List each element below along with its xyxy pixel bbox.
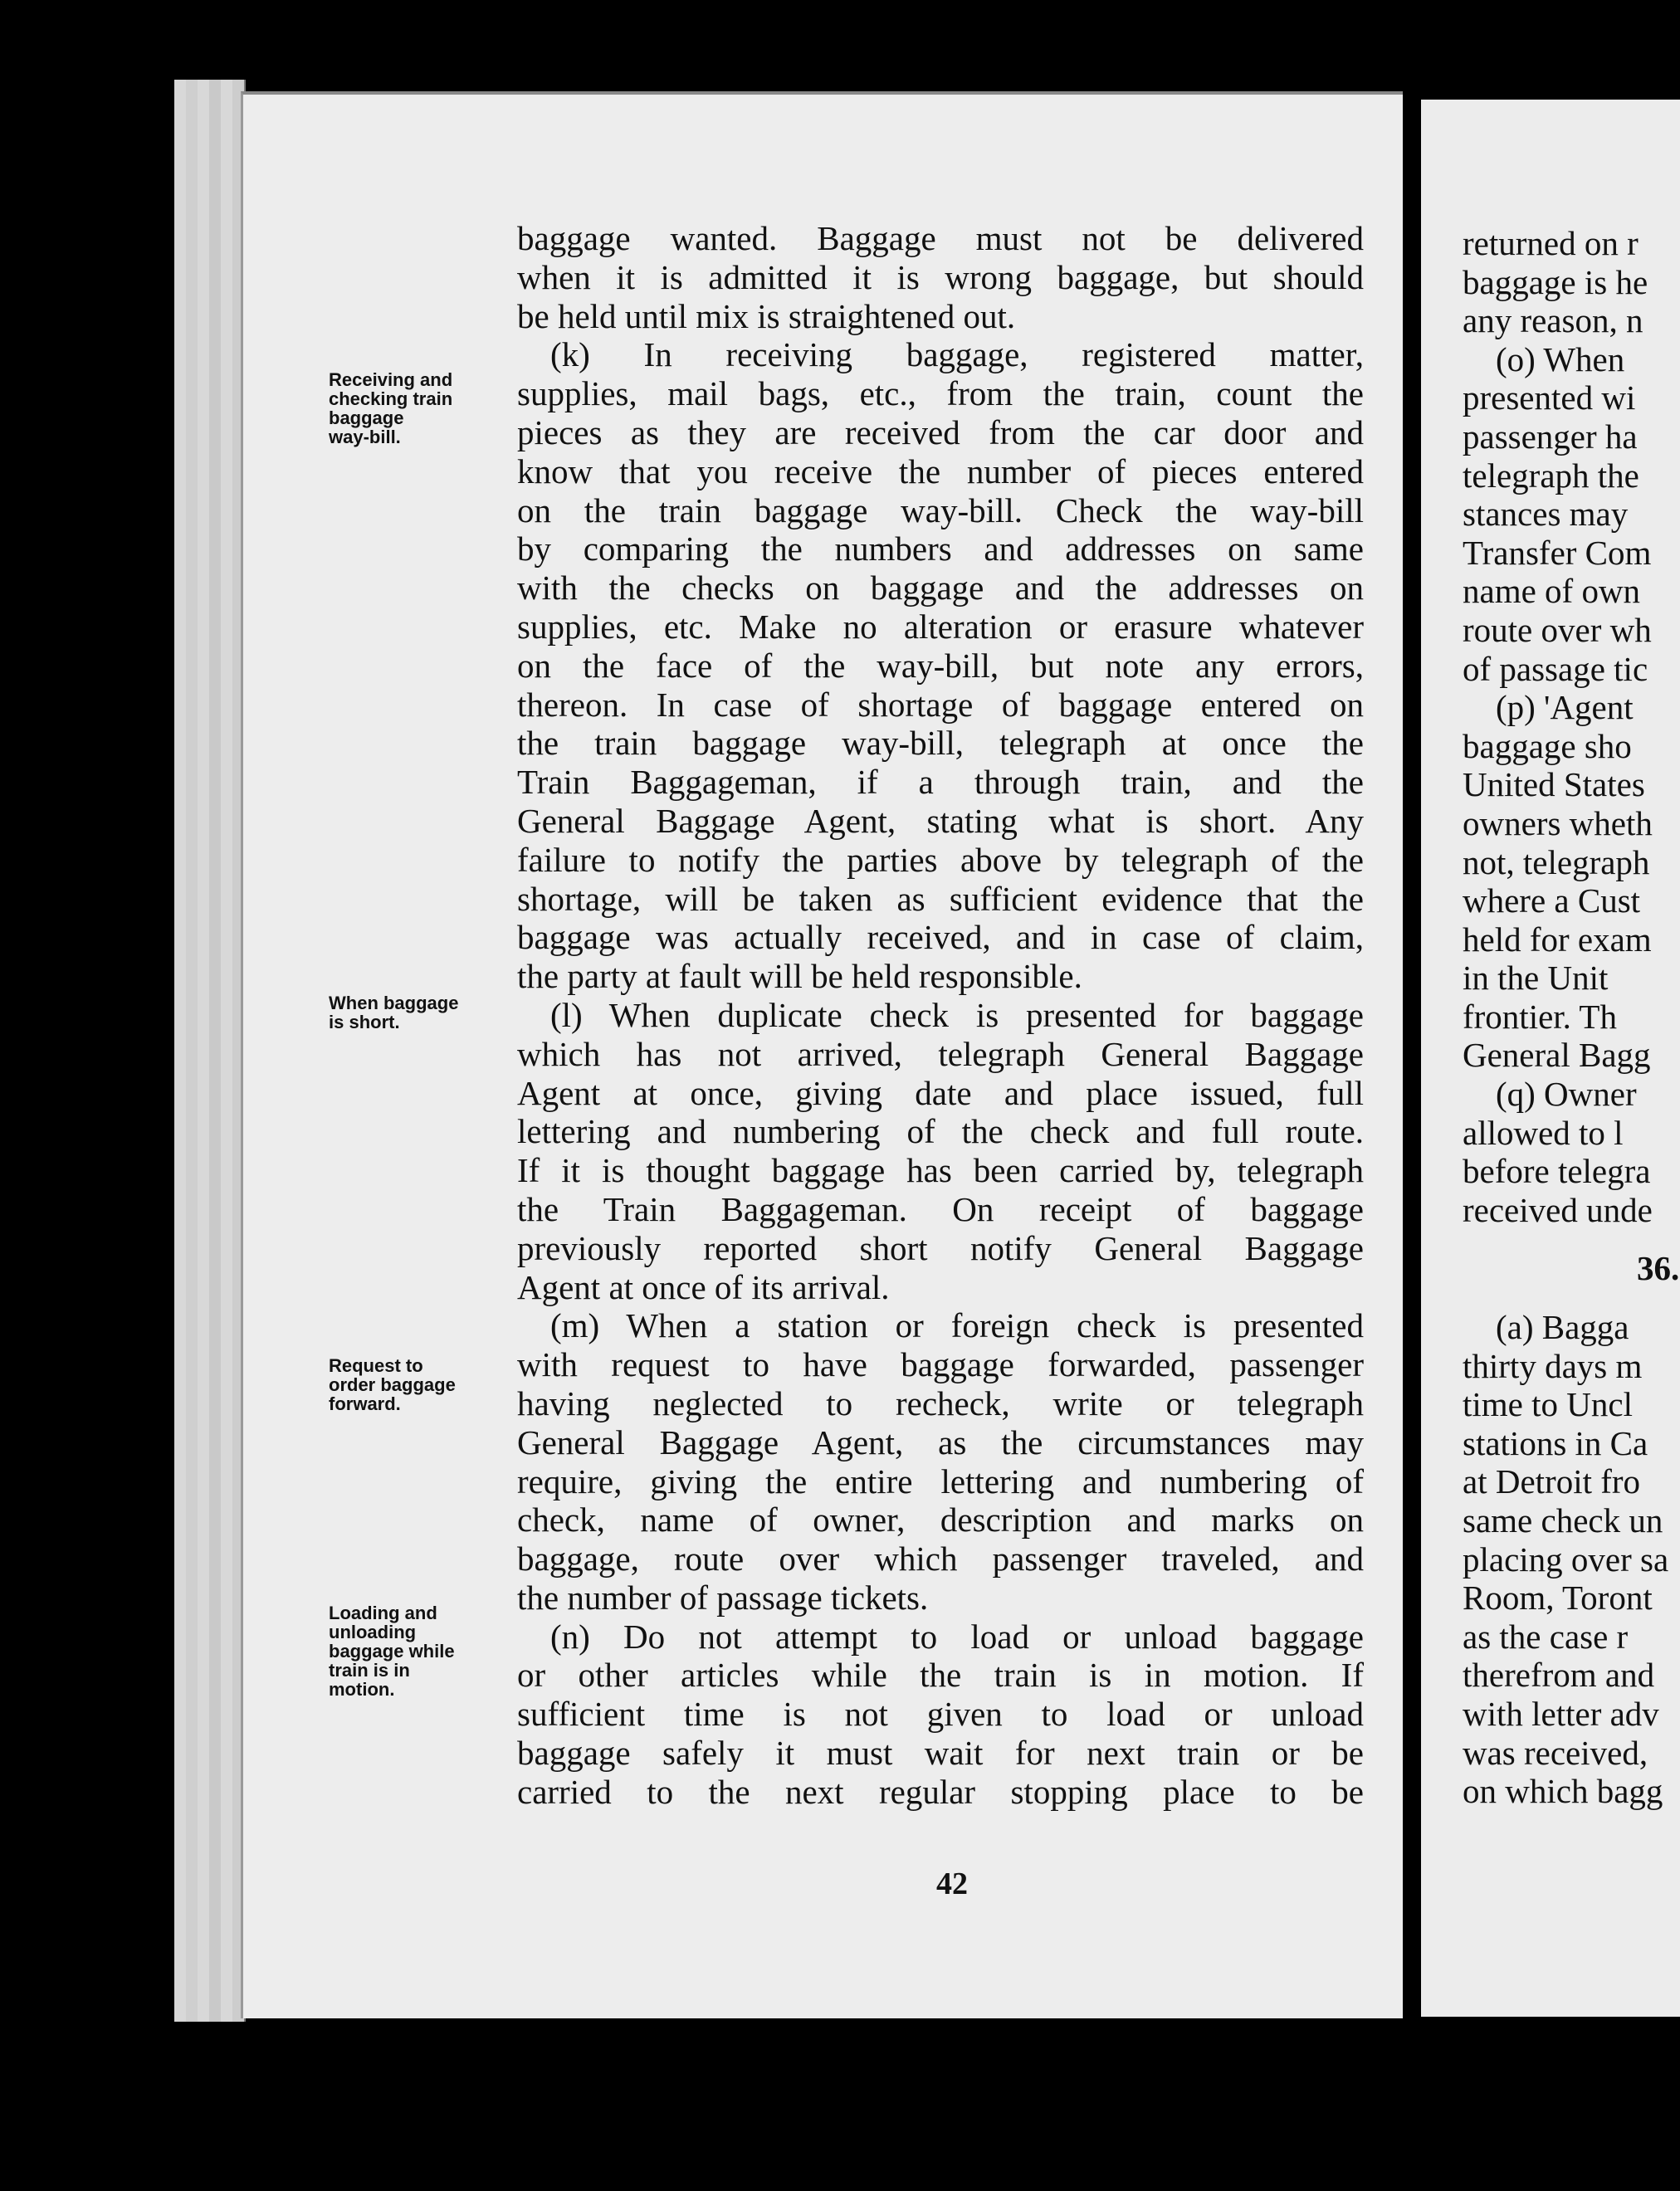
text-line: with request to have baggage forwarded, passenger bbox=[517, 1345, 1364, 1384]
body-text bbox=[517, 219, 1364, 1812]
margin-note-line: unloading bbox=[329, 1622, 417, 1642]
left-page bbox=[241, 91, 1405, 2018]
text-line: by comparing the numbers and addresses on same bbox=[517, 529, 1364, 568]
text-line: on the face of the way-bill, but note any errors, bbox=[517, 646, 1364, 685]
text-line: route over wh bbox=[1463, 610, 1652, 649]
margin-note-line: train is in bbox=[329, 1660, 410, 1681]
text-line: was received, bbox=[1463, 1733, 1648, 1772]
text-line: of passage tic bbox=[1463, 649, 1648, 688]
text-line: (a) Bagga bbox=[1496, 1308, 1629, 1347]
text-line: on the train baggage way-bill. Check the way-bill bbox=[517, 490, 1364, 529]
text-line: before telegra bbox=[1463, 1152, 1651, 1191]
text-line: owners wheth bbox=[1463, 803, 1653, 842]
text-line: allowed to l bbox=[1463, 1113, 1624, 1152]
text-line: supplies, mail bags, etc., from the train, count the bbox=[517, 374, 1364, 413]
text-line: with letter adv bbox=[1463, 1694, 1659, 1733]
text-line: which has not arrived, telegraph General Baggage bbox=[517, 1034, 1364, 1073]
text-line: General Baggage Agent, as the circumstances may bbox=[517, 1422, 1364, 1461]
text-line: placing over sa bbox=[1463, 1540, 1669, 1579]
text-line: (l) When duplicate check is presented for baggage bbox=[550, 995, 1364, 1034]
text-line: baggage sho bbox=[1463, 726, 1632, 765]
margin-note-line: motion. bbox=[329, 1679, 395, 1700]
text-line: returned on r bbox=[1463, 224, 1638, 262]
text-line: require, giving the entire lettering and numbering of bbox=[517, 1461, 1364, 1501]
text-line: passenger ha bbox=[1463, 417, 1638, 456]
text-line: Transfer Com bbox=[1463, 533, 1652, 572]
text-line: telegraph the bbox=[1463, 456, 1639, 495]
text-line: name of own bbox=[1463, 572, 1641, 611]
margin-note-line: baggage while bbox=[329, 1641, 455, 1662]
text-line: or other articles while the train is in motion. If bbox=[517, 1656, 1364, 1695]
margin-note-line: baggage bbox=[329, 407, 404, 428]
text-line: in the Unit bbox=[1463, 959, 1609, 998]
book-gutter bbox=[1403, 83, 1421, 2025]
text-line: the Train Baggageman. On receipt of baggage bbox=[517, 1189, 1364, 1228]
text-line: the train baggage way-bill, telegraph at once the bbox=[517, 724, 1364, 763]
text-line: not, telegraph bbox=[1463, 842, 1650, 881]
text-line: when it is admitted it is wrong baggage, but should bbox=[517, 257, 1364, 296]
text-line: any reason, n bbox=[1463, 301, 1643, 340]
text-line: received unde bbox=[1463, 1190, 1653, 1229]
margin-note-receiving bbox=[329, 370, 495, 446]
text-line: Train Baggageman, if a through train, and the bbox=[517, 763, 1364, 802]
margin-note-line: Loading and bbox=[329, 1603, 437, 1623]
page-number: 42 bbox=[936, 1866, 968, 1901]
text-line: stations in Ca bbox=[1463, 1423, 1648, 1462]
text-line: Agent at once, giving date and place issued, full bbox=[517, 1073, 1364, 1112]
text-line: baggage, route over which passenger traveled, and bbox=[517, 1540, 1364, 1579]
text-line: United States bbox=[1463, 765, 1645, 804]
text-line: time to Uncl bbox=[1463, 1385, 1633, 1424]
text-line: at Detroit fro bbox=[1463, 1462, 1641, 1501]
text-line: If it is thought baggage has been carried by, telegraph bbox=[517, 1151, 1364, 1190]
margin-note-line: is short. bbox=[329, 1012, 400, 1032]
margin-note-request bbox=[329, 1356, 495, 1413]
text-line: the number of passage tickets. bbox=[517, 1578, 929, 1617]
text-line: (p) 'Agent bbox=[1496, 688, 1634, 727]
text-line: thereon. In case of shortage of baggage entered on bbox=[517, 685, 1364, 724]
text-line: (n) Do not attempt to load or unload baggage bbox=[550, 1617, 1364, 1656]
text-line: baggage wanted. Baggage must not be delivered bbox=[517, 219, 1364, 257]
text-line: (o) When bbox=[1496, 339, 1625, 378]
margin-note-short bbox=[329, 993, 495, 1032]
text-line: the party at fault will be held responsible. bbox=[517, 957, 1082, 996]
text-line: shortage, will be taken as sufficient evidence that the bbox=[517, 879, 1364, 918]
text-line: carried to the next regular stopping place to be bbox=[517, 1772, 1364, 1811]
margin-note-line: Request to bbox=[329, 1355, 423, 1376]
text-line: frontier. Th bbox=[1463, 997, 1617, 1036]
margin-note-line: Receiving and bbox=[329, 369, 453, 390]
text-line: know that you receive the number of pieces entered bbox=[517, 451, 1364, 490]
text-line: same check un bbox=[1463, 1501, 1663, 1540]
text-line: Agent at once of its arrival. bbox=[517, 1267, 890, 1306]
text-line: lettering and numbering of the check and full route. bbox=[517, 1112, 1364, 1151]
text-line: baggage safely it must wait for next train or be bbox=[517, 1734, 1364, 1773]
right-body-text bbox=[1463, 224, 1680, 1811]
text-line: sufficient time is not given to load or unload bbox=[517, 1695, 1364, 1734]
text-line: held for exam bbox=[1463, 920, 1652, 959]
text-line: presented wi bbox=[1463, 378, 1636, 417]
margin-note-line: order baggage bbox=[329, 1374, 456, 1395]
text-line: with the checks on baggage and the addresses on bbox=[517, 568, 1364, 608]
page-edges bbox=[174, 80, 249, 2022]
text-line: as the case r bbox=[1463, 1617, 1629, 1656]
text-line: baggage was actually received, and in case of claim, bbox=[517, 918, 1364, 957]
margin-note-line: checking train bbox=[329, 388, 453, 409]
text-line: (k) In receiving baggage, registered matter, bbox=[550, 335, 1364, 374]
text-line: General Bagg bbox=[1463, 1036, 1651, 1075]
margin-note-loading bbox=[329, 1603, 495, 1699]
margin-note-line: When baggage bbox=[329, 993, 459, 1013]
text-line: (q) Owner bbox=[1496, 1075, 1637, 1114]
text-line: Room, Toront bbox=[1463, 1579, 1653, 1618]
margin-note-line: forward. bbox=[329, 1393, 401, 1414]
text-line: supplies, etc. Make no alteration or erasure whatever bbox=[517, 607, 1364, 646]
text-line: thirty days m bbox=[1463, 1346, 1643, 1385]
right-page bbox=[1421, 100, 1680, 2017]
margin-note-line: way-bill. bbox=[329, 427, 401, 447]
text-line: stances may bbox=[1463, 495, 1629, 534]
text-line: failure to notify the parties above by telegraph of the bbox=[517, 840, 1364, 879]
text-line: therefrom and bbox=[1463, 1656, 1655, 1695]
text-line: pieces as they are received from the car door and bbox=[517, 412, 1364, 451]
text-line: having neglected to recheck, write or telegraph bbox=[517, 1383, 1364, 1422]
section-heading: 36. bbox=[1637, 1249, 1680, 1288]
text-line: baggage is he bbox=[1463, 262, 1648, 301]
text-line: check, name of owner, description and marks on bbox=[517, 1501, 1364, 1540]
text-line: on which bagg bbox=[1463, 1772, 1663, 1811]
text-line: (m) When a station or foreign check is presented bbox=[550, 1306, 1364, 1345]
text-line: where a Cust bbox=[1463, 881, 1641, 920]
text-line: previously reported short notify General Baggage bbox=[517, 1228, 1364, 1267]
text-line: be held until mix is straightened out. bbox=[517, 296, 1016, 335]
text-line: General Baggage Agent, stating what is short. Any bbox=[517, 801, 1364, 840]
